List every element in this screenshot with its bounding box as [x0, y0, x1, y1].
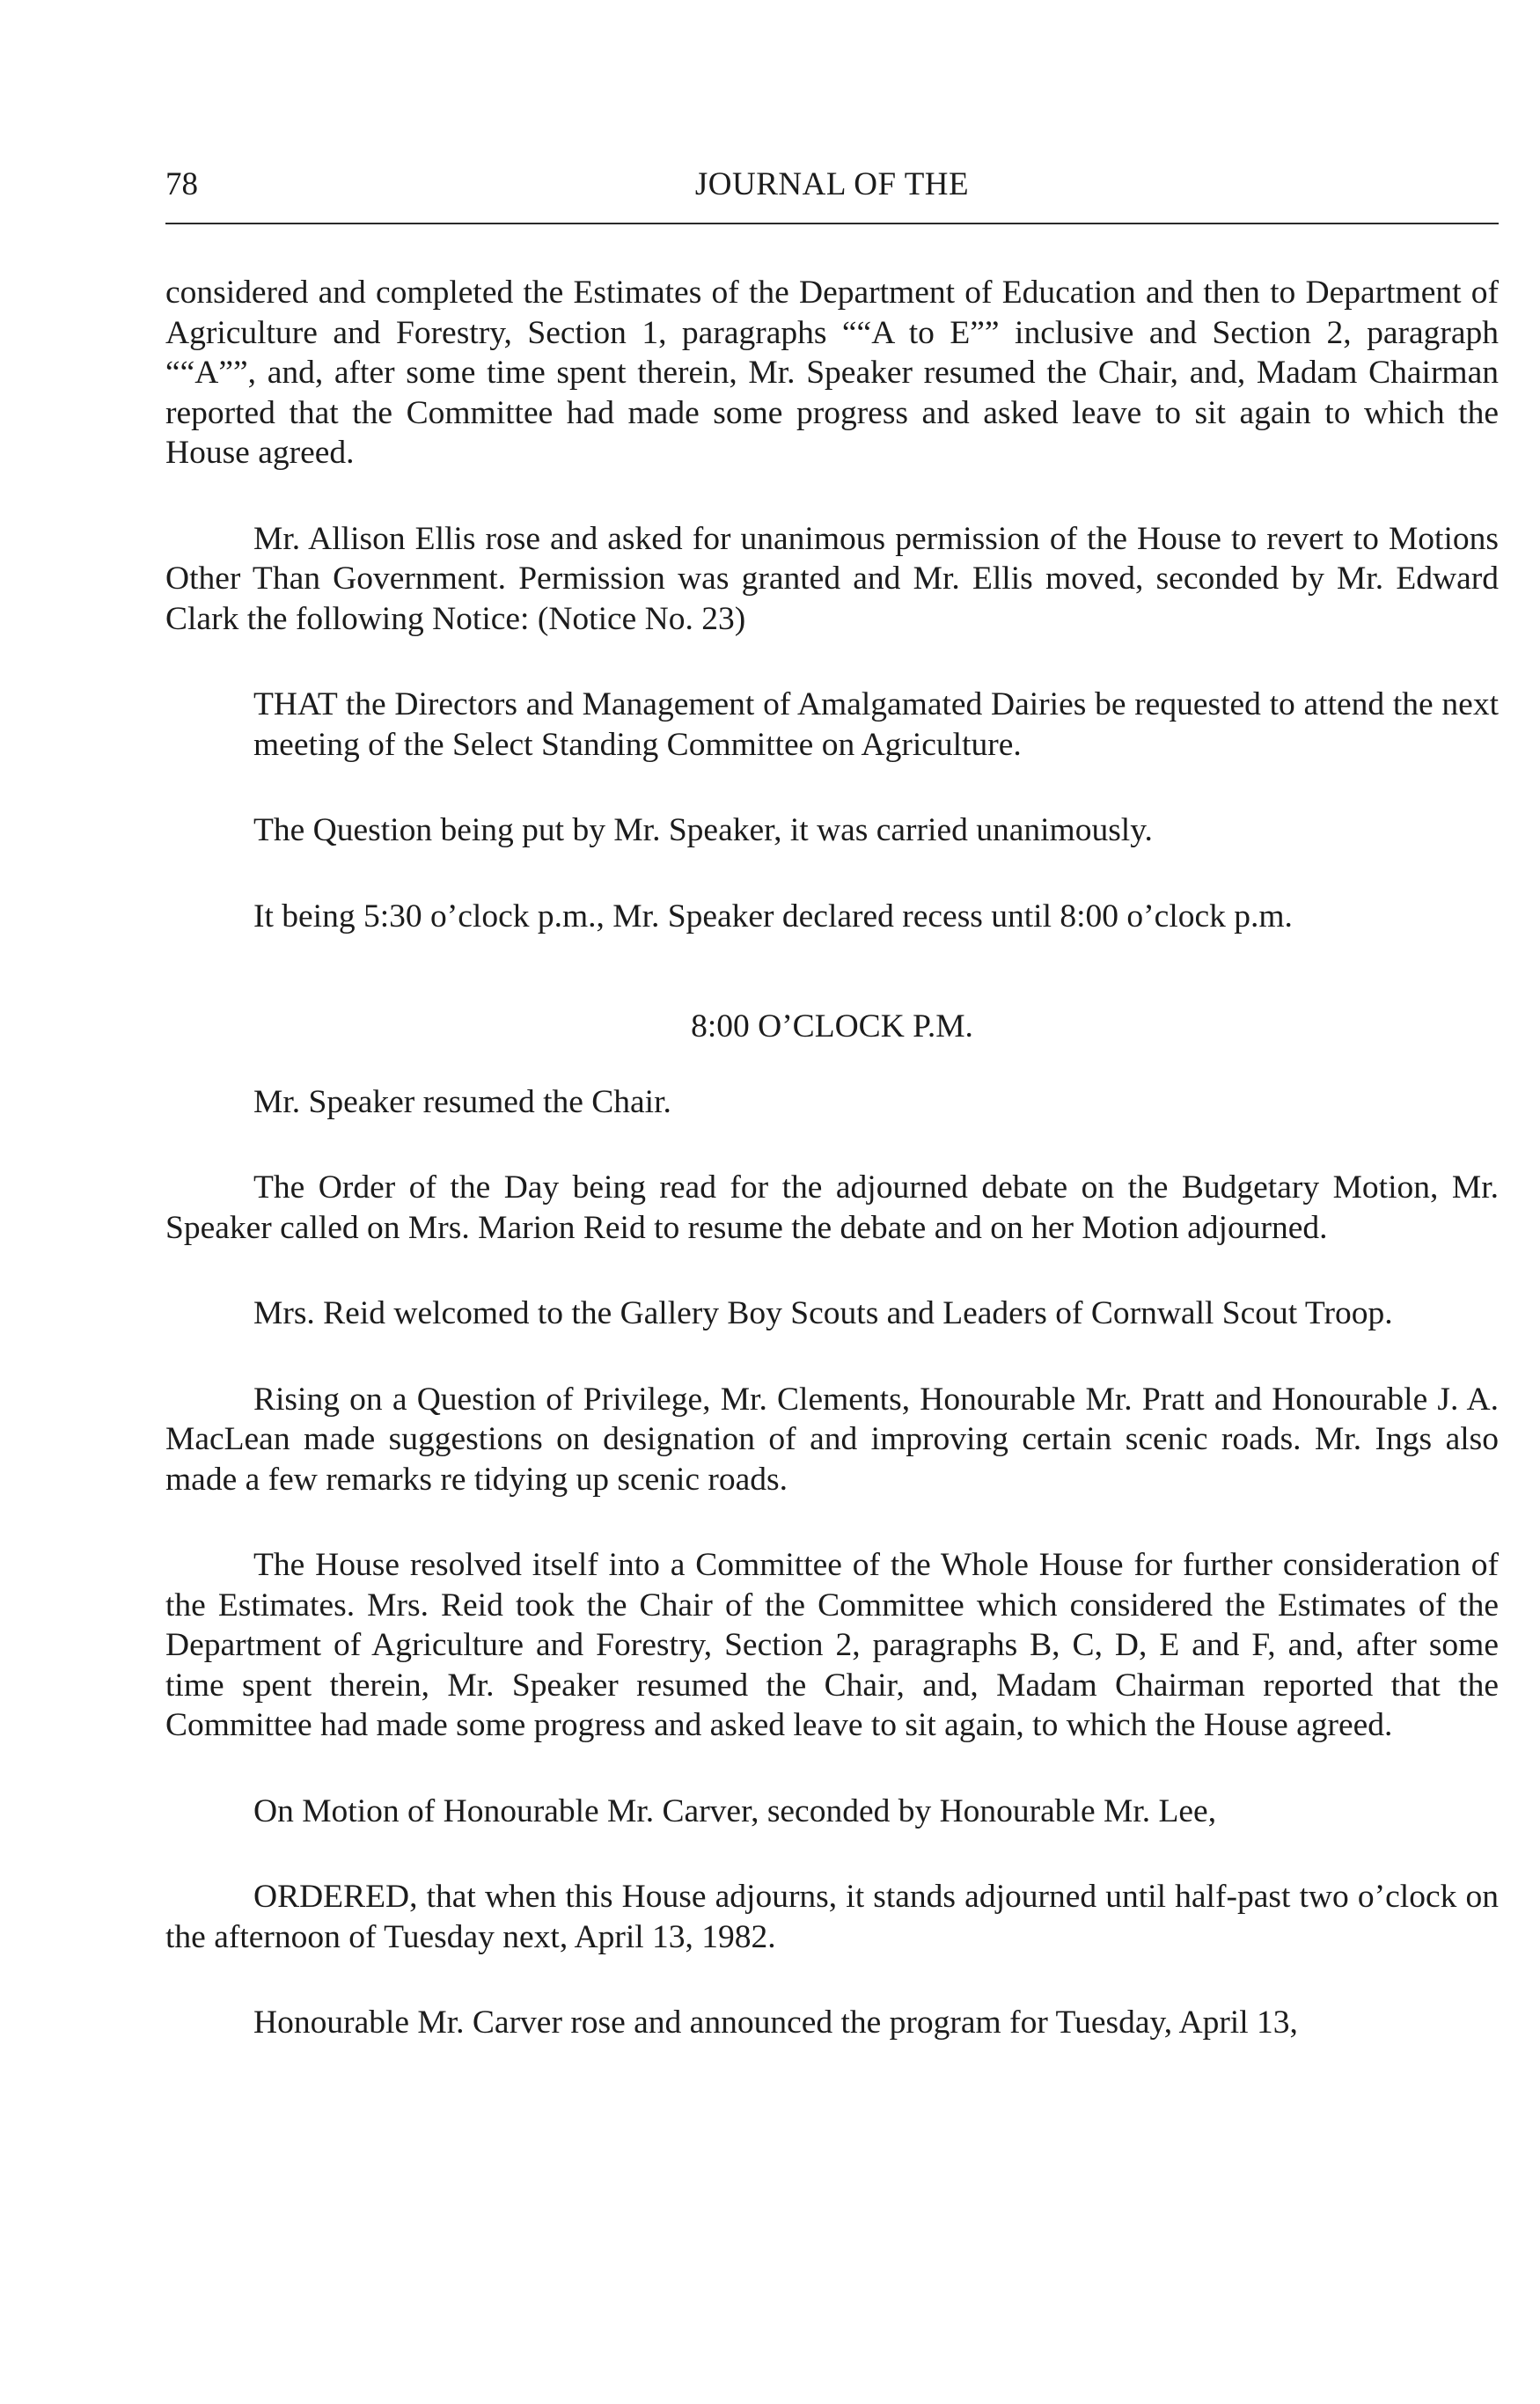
section-heading-evening-sitting: 8:00 O’CLOCK P.M.	[691, 1008, 973, 1044]
paragraph-notice-text: THAT the Directors and Management of Amalgamated Dairies be requested to attend the next meeting of the Select Standing Committee on Agriculture.	[253, 686, 1499, 763]
paragraph-recess: It being 5:30 o’clock p.m., Mr. Speaker declared recess until 8:00 o’clock p.m.	[253, 898, 1293, 934]
paragraph-continued-estimates: considered and completed the Estimates of the Department of Education and then to Department of Agriculture and Forestry, Section 1, paragraphs ““A to E”” inclusive and Section 2, paragraph ““A””, and, after some time spent therein, Mr. Speaker resumed the Chair, and, Madam Chairman reported that the Committee had made some progress and asked leave to sit again to which the House agreed.	[165, 275, 1499, 471]
paragraph-question-carried: The Question being put by Mr. Speaker, it was carried unanimously.	[253, 812, 1153, 848]
header-rule	[165, 223, 1499, 224]
paragraph-ellis-motion: Mr. Allison Ellis rose and asked for unanimous permission of the House to revert to Motions Other Than Government. Permission was granted and Mr. Ellis moved, seconded by Mr. Edward Clark the following Notice: (Notice No. 23)	[165, 520, 1499, 637]
paragraph-question-of-privilege: Rising on a Question of Privilege, Mr. Clements, Honourable Mr. Pratt and Honourable J. A. MacLean made suggestions on designation of and improving certain scenic roads. Mr. Ings also made a few remarks re tidying up scenic roads.	[165, 1381, 1499, 1498]
paragraph-carver-motion: On Motion of Honourable Mr. Carver, seconded by Honourable Mr. Lee,	[253, 1792, 1217, 1829]
page-header	[165, 158, 1499, 211]
paragraph-gallery-welcome: Mrs. Reid welcomed to the Gallery Boy Scouts and Leaders of Cornwall Scout Troop.	[253, 1295, 1393, 1331]
paragraph-ordered-adjournment: ORDERED, that when this House adjourns, it stands adjourned until half-past two o’clock on the afternoon of Tuesday next, April 13, 1982.	[165, 1879, 1499, 1955]
paragraph-committee-of-whole: The House resolved itself into a Committee of the Whole House for further consideration of the Estimates. Mrs. Reid took the Chair of the Committee which considered the Estimates of the Department of Agriculture and Forestry, Section 2, paragraphs B, C, D, E and F, and, after some time spent therein, Mr. Speaker resumed the Chair, and, Madam Chairman reported that the Committee had made some progress and asked leave to sit again, to which the House agreed.	[165, 1547, 1499, 1743]
paragraph-budgetary-motion: The Order of the Day being read for the adjourned debate on the Budgetary Motion, Mr. Speaker called on Mrs. Marion Reid to resume the debate and on her Motion adjourned.	[165, 1169, 1499, 1246]
page-number: 78	[165, 166, 198, 202]
paragraph-program-announcement: Honourable Mr. Carver rose and announced the program for Tuesday, April 13,	[253, 2005, 1298, 2041]
running-title: JOURNAL OF THE	[694, 166, 970, 202]
journal-body	[165, 273, 1499, 2043]
paragraph-speaker-resumed: Mr. Speaker resumed the Chair.	[253, 1083, 671, 1120]
